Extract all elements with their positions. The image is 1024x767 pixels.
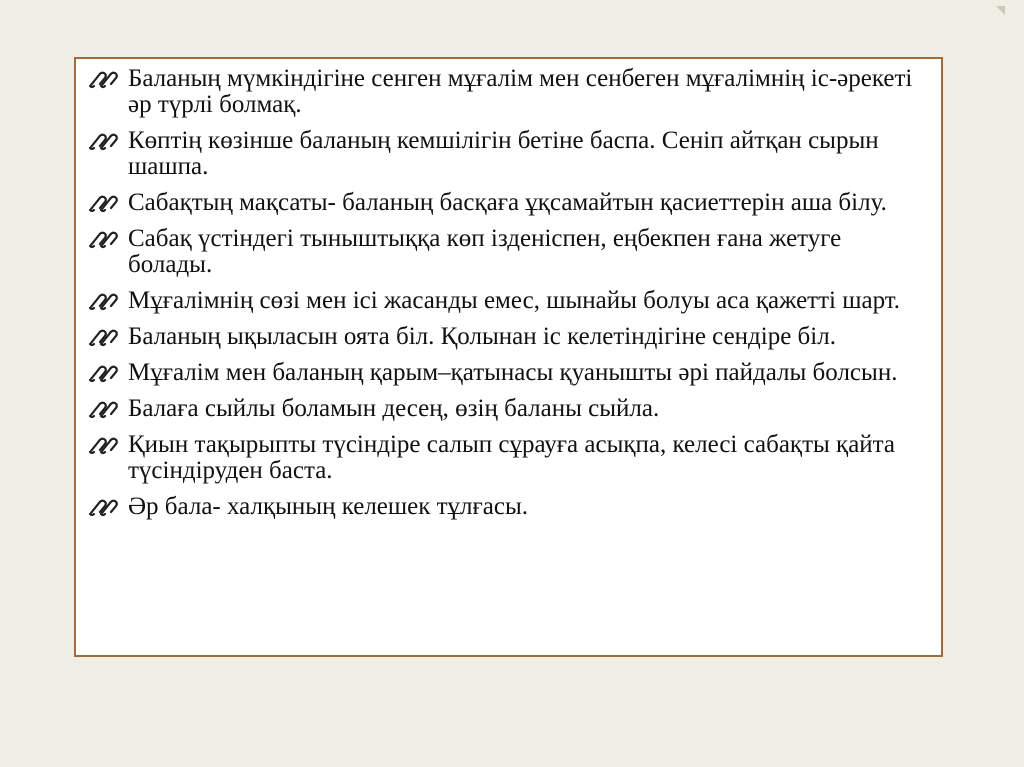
bullet-text: Сабақ үстіндегі тыныштыққа көп ізденіспен, еңбекпен ғана жетуге болады. [128, 225, 842, 278]
corner-decoration [996, 6, 1005, 15]
bullet-item-10 [86, 494, 927, 520]
bullet-item-2 [86, 128, 927, 180]
bullet-item-9 [86, 432, 927, 484]
double-link-bullet-icon [88, 327, 122, 347]
bullet-text: Қиын тақырыпты түсіндіре салып сұрауға асықпа, келесі сабақты қайта түсіндіруден баста. [128, 431, 895, 484]
bullet-list [86, 66, 927, 520]
bullet-item-8 [86, 396, 927, 422]
bullet-item-3 [86, 190, 927, 216]
bullet-item-1 [86, 66, 927, 118]
bullet-text: Әр бала- халқының келешек тұлғасы. [128, 493, 529, 520]
bullet-text: Көптің көзінше баланың кемшілігін бетіне баспа. Сеніп айтқан сырын шашпа. [128, 127, 879, 180]
double-link-bullet-icon [88, 399, 122, 419]
bullet-item-6 [86, 324, 927, 350]
bullet-item-7 [86, 360, 927, 386]
bullet-item-5 [86, 288, 927, 314]
bullet-text: Мұғалім мен баланың қарым–қатынасы қуанышты әрі пайдалы болсын. [128, 359, 898, 386]
bullet-text: Сабақтың мақсаты- баланың басқаға ұқсамайтын қасиеттерін аша білу. [128, 189, 887, 216]
double-link-bullet-icon [88, 497, 122, 517]
content-box [74, 57, 943, 657]
double-link-bullet-icon [88, 363, 122, 383]
double-link-bullet-icon [88, 69, 122, 89]
bullet-text: Баланың ықыласын оята біл. Қолынан іс келетіндігіне сендіре біл. [128, 323, 836, 350]
double-link-bullet-icon [88, 193, 122, 213]
double-link-bullet-icon [88, 291, 122, 311]
bullet-text: Мұғалімнің сөзі мен ісі жасанды емес, шынайы болуы аса қажетті шарт. [128, 287, 901, 314]
bullet-text: Балаға сыйлы боламын десең, өзің баланы сыйла. [128, 395, 660, 422]
bullet-text: Баланың мүмкіндігіне сенген мұғалім мен сенбеген мұғалімнің іс-әрекеті әр түрлі болмақ. [128, 65, 913, 118]
double-link-bullet-icon [88, 131, 122, 151]
double-link-bullet-icon [88, 229, 122, 249]
bullet-item-4 [86, 226, 927, 278]
double-link-bullet-icon [88, 435, 122, 455]
